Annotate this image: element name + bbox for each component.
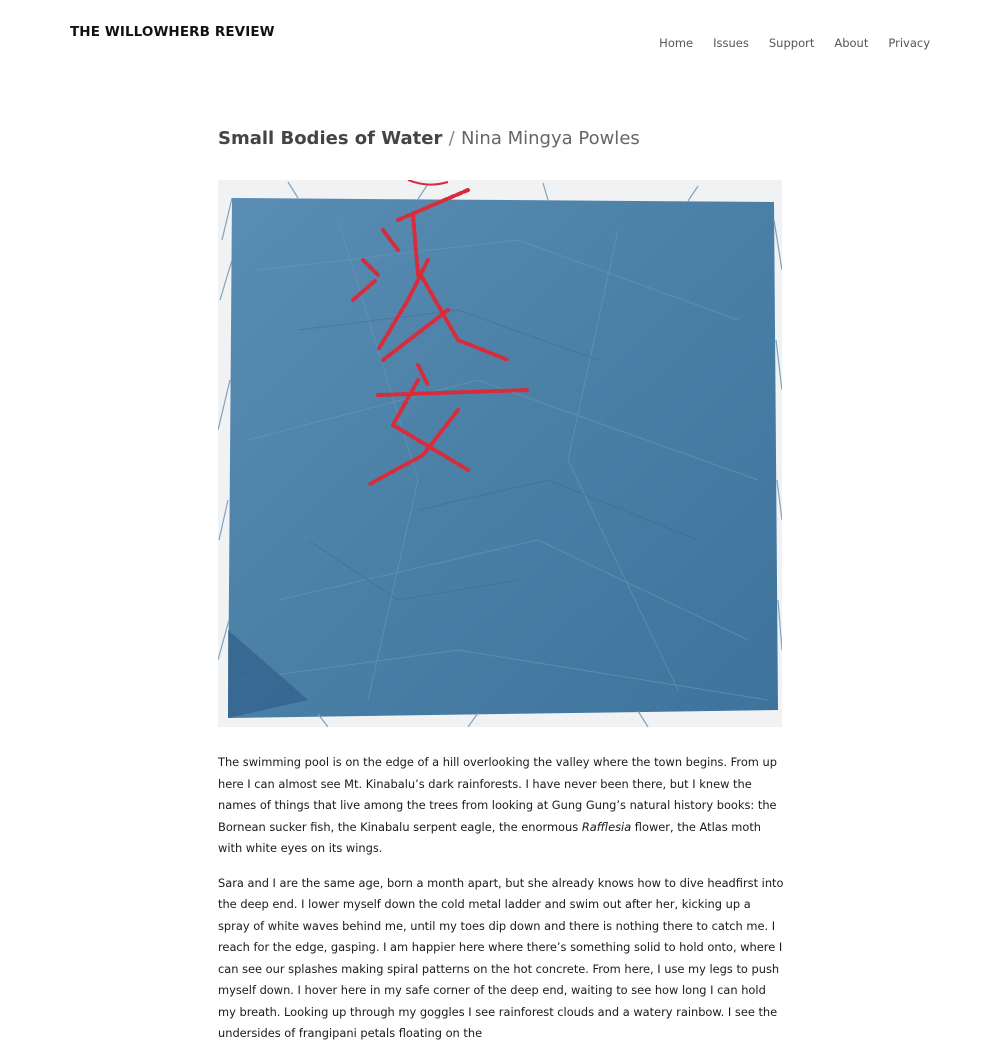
article-title: Small Bodies of Water bbox=[218, 128, 443, 149]
nav-privacy[interactable]: Privacy bbox=[888, 36, 930, 50]
article-author: Nina Mingya Powles bbox=[460, 128, 640, 149]
article-body bbox=[218, 752, 784, 1058]
nav-home[interactable]: Home bbox=[659, 36, 694, 50]
paragraph-1: The swimming pool is on the edge of a hill overlooking the valley where the town begins. From up here I can almost see Mt. Kinabalu’s dark rainforests. I have never been there, but I knew the names of things that live among the trees from looking at Gung Gung’s natural history books: the Bornean sucker fish, the Kinabalu serpent eagle, the enormous Rafflesia flower, the Atlas moth with white eyes on its wings. bbox=[218, 755, 777, 855]
nav-issues[interactable]: Issues bbox=[713, 36, 749, 50]
nav-support[interactable]: Support bbox=[768, 36, 815, 50]
site-title[interactable]: THE WILLOWHERB REVIEW bbox=[70, 24, 275, 40]
title-separator: / bbox=[448, 128, 455, 149]
embroidered-fabric-image bbox=[218, 180, 782, 727]
nav-about[interactable]: About bbox=[834, 36, 869, 50]
article-heading bbox=[218, 128, 640, 149]
paragraph-2: Sara and I are the same age, born a month apart, but she already knows how to dive headfirst into the deep end. I lower myself down the cold metal ladder and swim out after her, kicking up a spray of white waves behind me, until my toes dip down and there is nothing there to catch me. I reach for the edge, gasping. I am happier here where there’s something solid to hold onto, where I can see our splashes making spiral patterns on the hot concrete. From here, I use my legs to push myself down. I hover here in my safe corner of the deep end, waiting to see how long I can hold my breath. Looking up through my goggles I see rainforest clouds and a watery rainbow. I see the undersides of frangipani petals floating on the bbox=[218, 875, 784, 1040]
main-nav bbox=[659, 36, 930, 50]
embroidered-fabric-illustration bbox=[218, 180, 782, 727]
italic-term: Rafflesia bbox=[581, 819, 632, 834]
